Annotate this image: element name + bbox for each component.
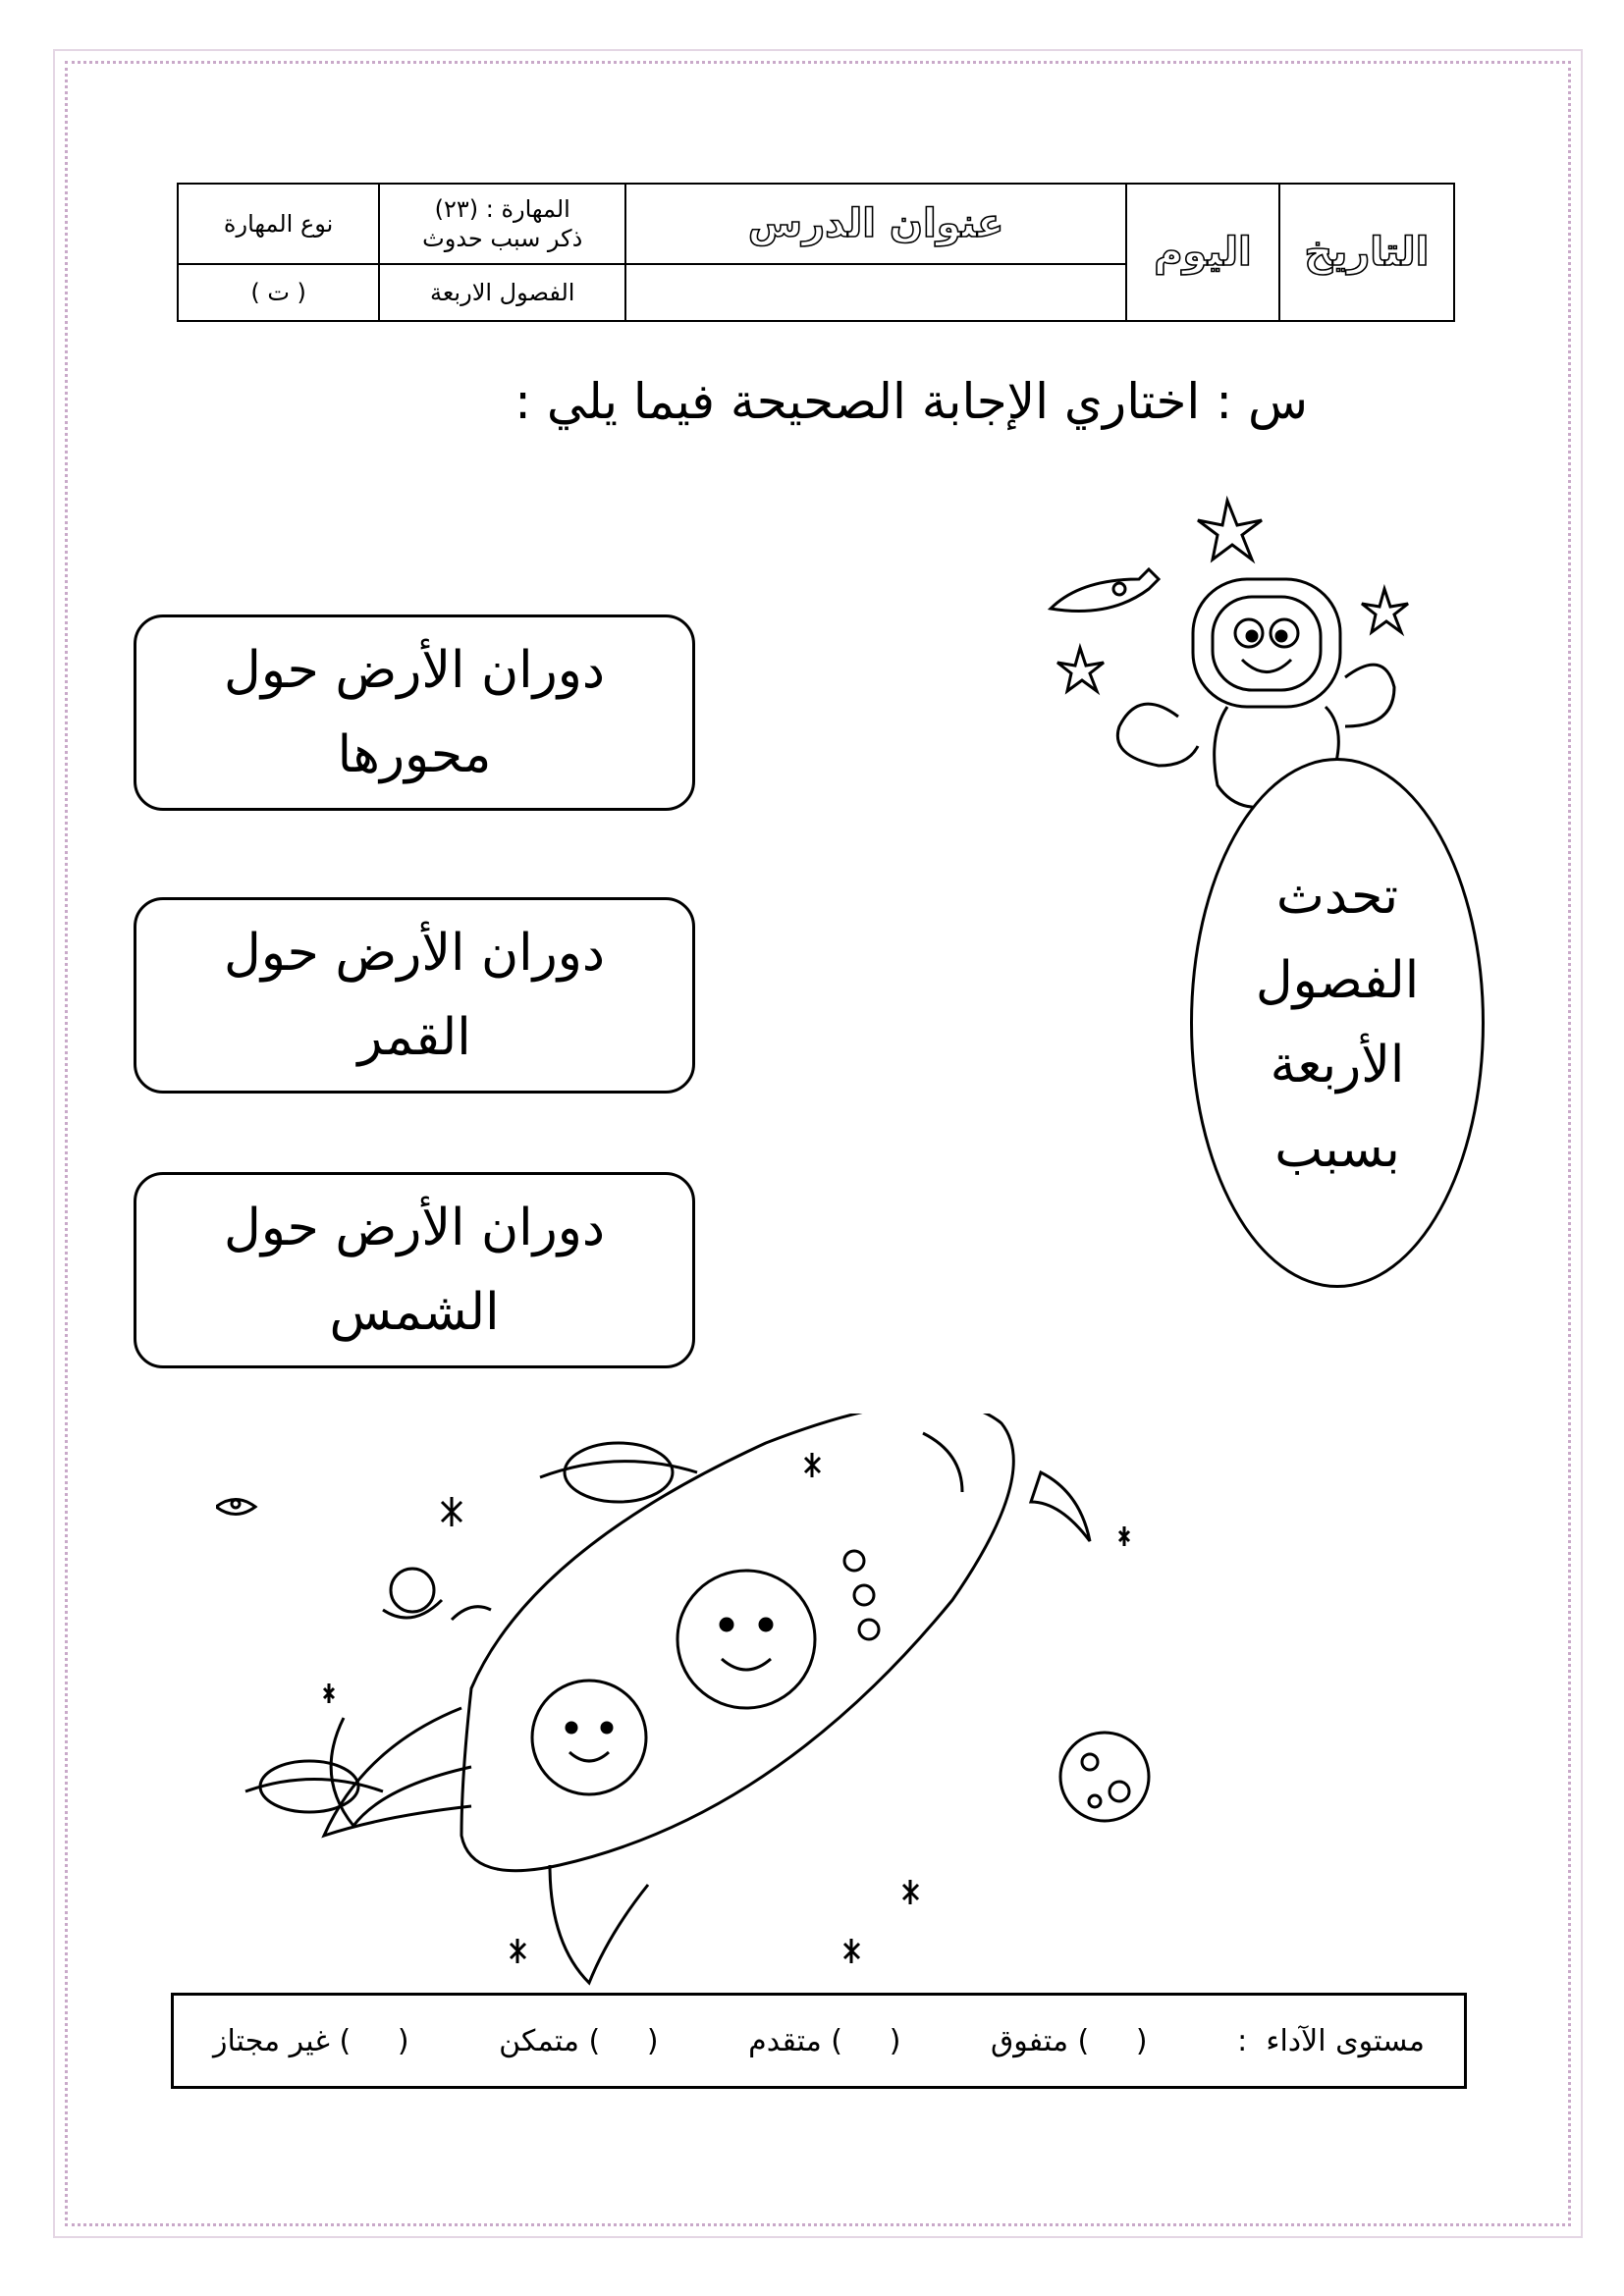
option-3-line-1: دوران الأرض حول xyxy=(224,1199,605,1257)
prompt-line-4: بسبب xyxy=(1274,1120,1400,1179)
answer-option-moon[interactable] xyxy=(134,897,695,1094)
answer-option-axis[interactable] xyxy=(134,614,695,811)
prompt-line-1: تحدث xyxy=(1275,867,1399,926)
performance-label: مستوى الآداء : xyxy=(1237,2023,1425,2058)
level-advanced[interactable]: ( ) متقدم xyxy=(748,2023,901,2058)
prompt-line-2: الفصول xyxy=(1255,951,1420,1010)
option-1-line-2: محورها xyxy=(337,725,492,784)
level-not-passed[interactable]: ( ) غير مجتاز xyxy=(213,2023,409,2058)
performance-level-bar xyxy=(171,1993,1467,2089)
answer-option-sun[interactable] xyxy=(134,1172,695,1368)
prompt-line-3: الأربعة xyxy=(1270,1036,1405,1095)
lesson-header-table xyxy=(177,183,1455,322)
lesson-title-label: عنوان الدرس xyxy=(625,184,1126,264)
skill-type-label: نوع المهارة xyxy=(178,184,379,264)
skill-description-2: الفصول الاربعة xyxy=(379,264,625,321)
option-3-line-2: الشمس xyxy=(329,1283,500,1342)
skill-description-1: ذكر سبب حدوث xyxy=(422,225,583,252)
skill-cell xyxy=(379,184,625,264)
option-2-line-2: القمر xyxy=(357,1008,471,1067)
option-2-line-1: دوران الأرض حول xyxy=(224,924,605,983)
rocket-icon xyxy=(216,1414,1198,2002)
option-1-line-1: دوران الأرض حول xyxy=(224,641,605,700)
date-label: التاريخ xyxy=(1279,184,1454,321)
day-label: اليوم xyxy=(1126,184,1279,321)
level-proficient[interactable]: ( ) متمكن xyxy=(499,2023,659,2058)
skill-type-value: ( ت ) xyxy=(178,264,379,321)
level-excellent[interactable]: ( ) متفوق xyxy=(990,2023,1148,2058)
prompt-oval xyxy=(1190,758,1485,1288)
question-text: س : اختاري الإجابة الصحيحة فيما يلي : xyxy=(514,373,1308,430)
skill-number: المهارة : (٢٣) xyxy=(434,195,570,223)
lesson-title-value xyxy=(625,264,1126,321)
